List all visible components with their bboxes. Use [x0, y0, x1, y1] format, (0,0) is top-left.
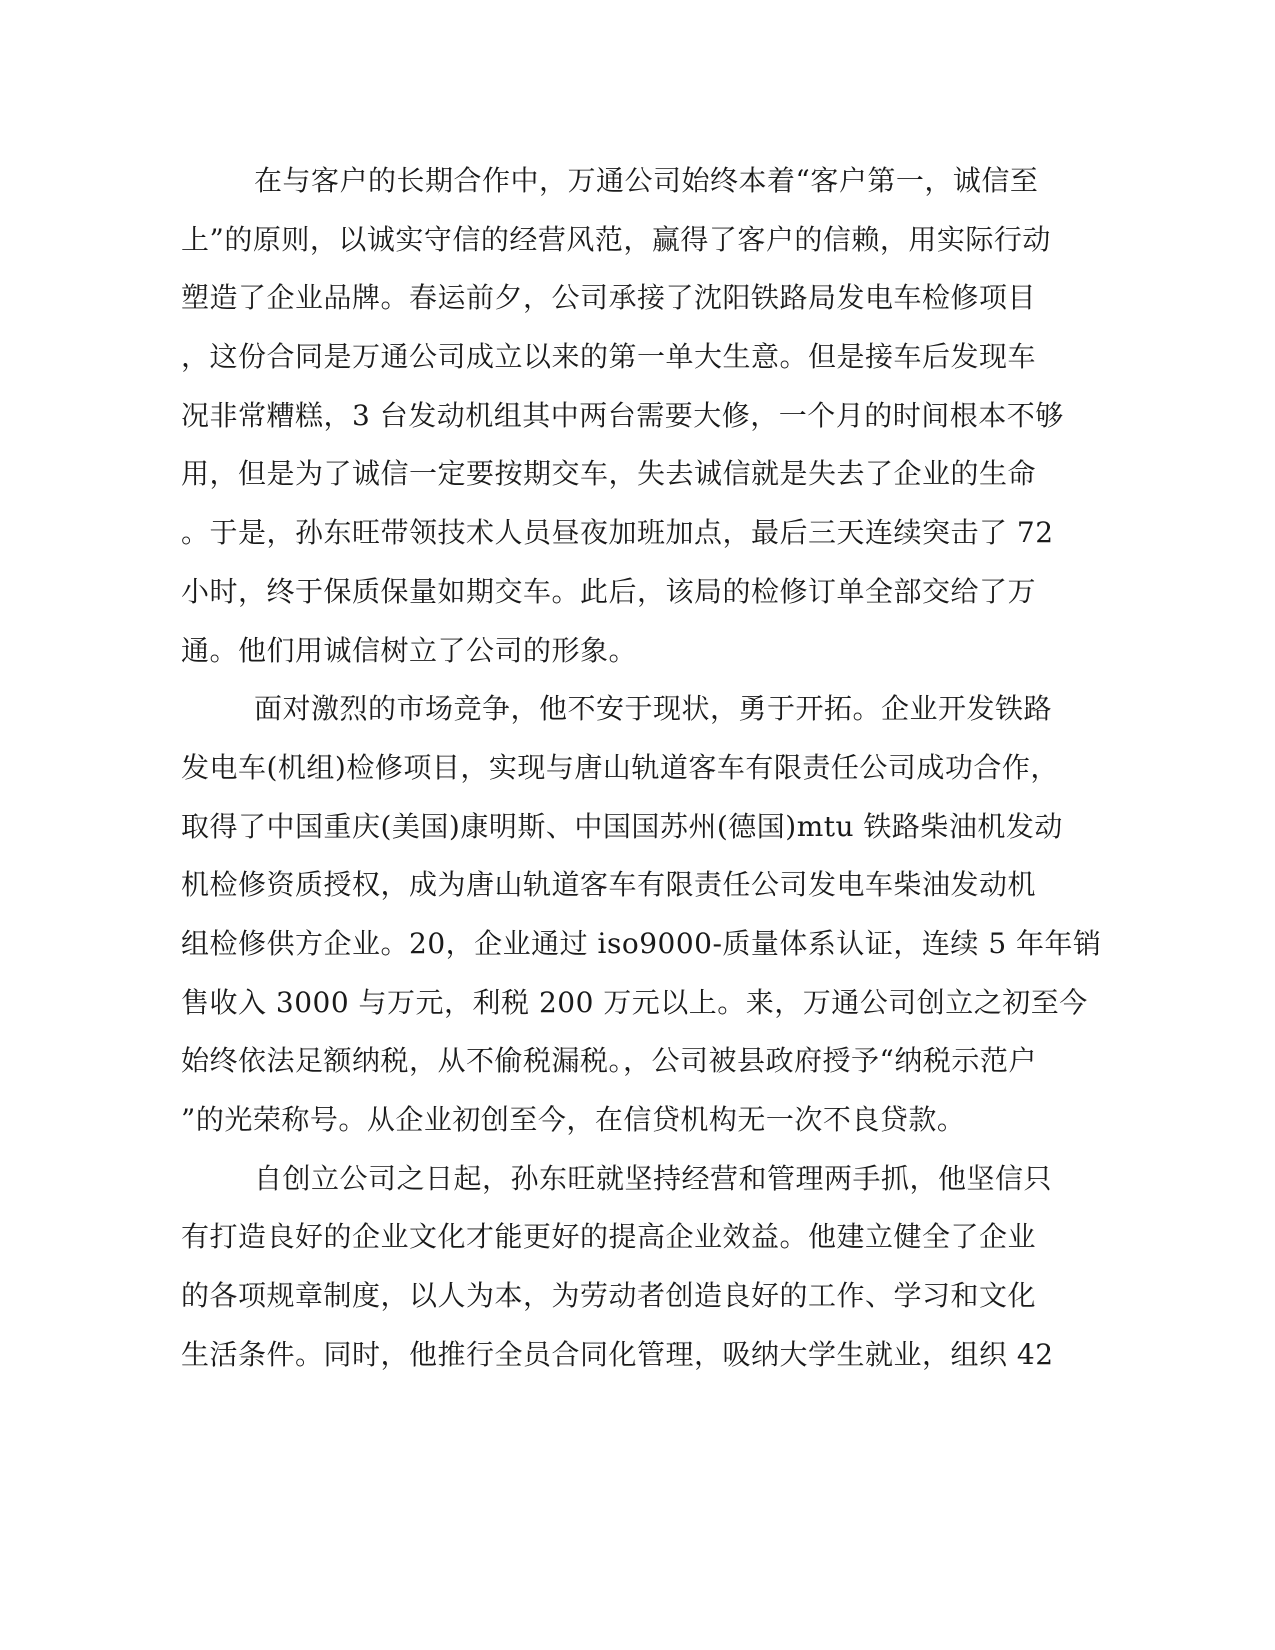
paragraph-1-line-9: 通。他们用诚信树立了公司的形象。 [181, 633, 638, 667]
paragraph-1-line-8: 小时，终于保质保量如期交车。此后，该局的检修订单全部交给了万 [181, 574, 1037, 608]
paragraph-2-line-4: 机检修资质授权，成为唐山轨道客车有限责任公司发电车柴油发动机 [181, 868, 1037, 902]
paragraph-3-line-3: 的各项规章制度，以人为本，为劳动者创造良好的工作、学习和文化 [181, 1279, 1037, 1313]
paragraph-3-line-1: 自创立公司之日起，孙东旺就坚持经营和管理两手抓，他坚信只 [254, 1161, 1053, 1195]
paragraph-3-line-2: 有打造良好的企业文化才能更好的提高企业效益。他建立健全了企业 [181, 1220, 1037, 1254]
paragraph-1-line-5: 况非常糟糕，3 台发动机组其中两台需要大修，一个月的时间根本不够 [181, 398, 1064, 432]
paragraph-2-line-7: 始终依法足额纳税，从不偷税漏税。，公司被县政府授予“纳税示范户 [181, 1044, 1037, 1078]
paragraph-2-line-6: 售收入 3000 与万元，利税 200 万元以上。来，万通公司创立之初至今 [181, 985, 1088, 1019]
paragraph-2-line-8: ”的光荣称号。从企业初创至今，在信贷机构无一次不良贷款。 [181, 1103, 966, 1136]
paragraph-3-line-4: 生活条件。同时，他推行全员合同化管理，吸纳大学生就业，组织 42 [181, 1337, 1054, 1371]
paragraph-2-line-2: 发电车(机组)检修项目，实现与唐山轨道客车有限责任公司成功合作， [181, 750, 1059, 784]
paragraph-1-line-4: ，这份合同是万通公司成立以来的第一单大生意。但是接车后发现车 [181, 340, 1037, 374]
paragraph-2-line-5: 组检修供方企业。20，企业通过 iso9000-质量体系认证，连续 5 年年销 [181, 926, 1102, 960]
paragraph-1-line-7: 。于是，孙东旺带领技术人员昼夜加班加点，最后三天连续突击了 72 [181, 516, 1054, 550]
paragraph-1-line-6: 用，但是为了诚信一定要按期交车，失去诚信就是失去了企业的生命 [181, 457, 1037, 491]
paragraph-2-line-1: 面对激烈的市场竞争，他不安于现状，勇于开拓。企业开发铁路 [254, 692, 1053, 726]
paragraph-1-line-1: 在与客户的长期合作中，万通公司始终本着“客户第一，诚信至 [254, 164, 1039, 197]
body-text [181, 152, 1102, 1384]
paragraph-2-line-3: 取得了中国重庆(美国)康明斯、中国国苏州(德国)mtu 铁路柴油机发动 [181, 809, 1063, 843]
paragraph-1-line-2: 上”的原则，以诚实守信的经营风范，赢得了客户的信赖，用实际行动 [181, 222, 1051, 256]
paragraph-1-line-3: 塑造了企业品牌。春运前夕，公司承接了沈阳铁路局发电车检修项目 [181, 281, 1037, 315]
